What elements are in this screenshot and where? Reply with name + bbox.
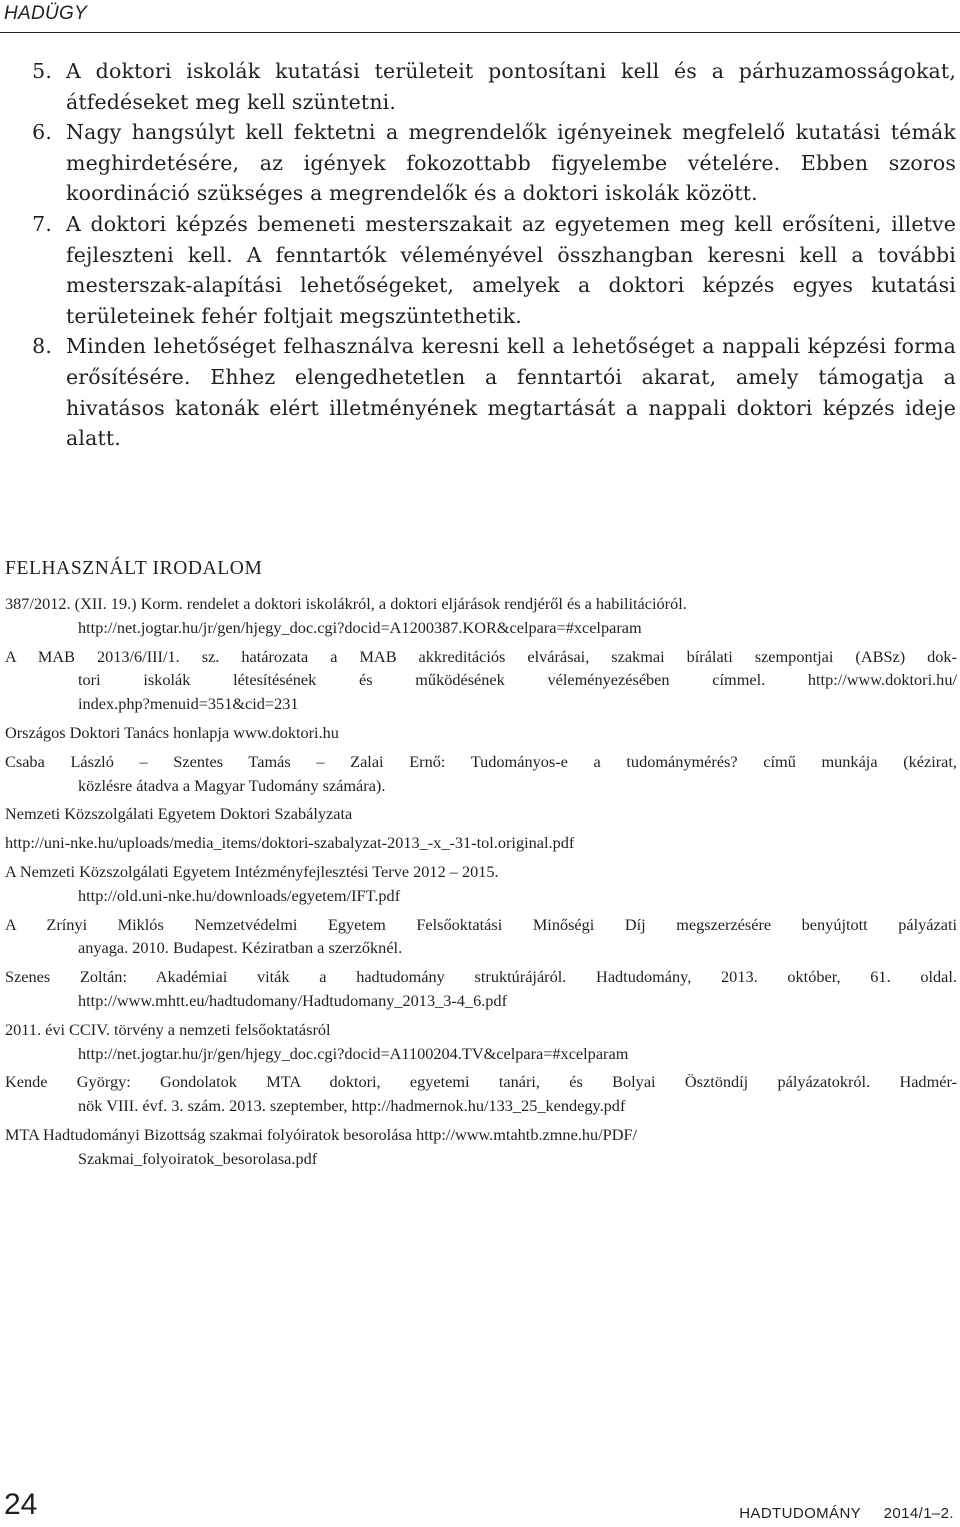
reference-line: tori iskolák létesítésének és működésének véleményezésében címmel. http://www.doktori.hu/	[78, 670, 957, 690]
reference-url[interactable]: http://www.mhtt.eu/hadtudomany/Hadtudomany_2013_3-4_6.pdf	[78, 990, 507, 1010]
list-item-text: Nagy hangsúlyt kell fektetni a megrendelők igényeinek megfelelő kutatási témák meghirdetésére, az igények fokozottabb figyelembe vételére. Ebben szoros koordináció szükséges a megrendelők és a doktori iskolák között.	[66, 120, 956, 206]
reference-url[interactable]: http://uni-nke.hu/uploads/media_items/doktori-szabalyzat-2013_-x_-31-tol.original.pdf	[5, 833, 575, 853]
references-list	[5, 592, 957, 1176]
reference-line: közlésre átadva a Magyar Tudomány számára).	[78, 775, 386, 795]
list-item-number: 5.	[32, 59, 52, 83]
reference-entry	[5, 802, 957, 826]
reference-line: 387/2012. (XII. 19.) Korm. rendelet a doktori iskolákról, a doktori eljárások rendjéről és a habilitációról.	[5, 594, 687, 613]
reference-line: Csaba László – Szentes Tamás – Zalai Ernő: Tudományos-e a tudománymérés? című munkája (kézirat,	[5, 751, 957, 771]
reference-line: Nemzeti Közszolgálati Egyetem Doktori Szabályzata	[5, 804, 353, 824]
reference-entry	[5, 750, 957, 798]
reference-entry	[5, 860, 957, 908]
references-heading: FELHASZNÁLT IRODALOM	[5, 558, 263, 579]
reference-line: A MAB 2013/6/III/1. sz. határozata a MAB akkreditációs elvárásai, szakmai bírálati szempontjai (ABSz) dok-	[5, 646, 957, 666]
list-item-text: Minden lehetőséget felhasználva keresni kell a lehetőséget a nappali képzési forma erősítésére. Ehhez elengedhetetlen a fenntartói akarat, amely támogatja a hivatásos katonák elért illetményének megtartását a nappali doktori képzés ideje alatt.	[66, 334, 956, 451]
reference-line: nök VIII. évf. 3. szám. 2013. szeptember, http://hadmernok.hu/133_25_kendegy.pdf	[78, 1096, 626, 1116]
reference-line: Országos Doktori Tanács honlapja www.doktori.hu	[5, 722, 339, 742]
reference-entry	[5, 1070, 957, 1118]
reference-entry	[5, 645, 957, 716]
reference-line: 2011. évi CCIV. törvény a nemzeti felsőoktatásról	[5, 1019, 331, 1039]
reference-url[interactable]: Szakmai_folyoiratok_besorolasa.pdf	[78, 1148, 318, 1168]
reference-line: Kende György: Gondolatok MTA doktori, egyetemi tanári, és Bolyai Ösztöndíj pályázatokról. Hadmér-	[5, 1072, 957, 1092]
list-item	[0, 209, 960, 331]
reference-line: anyaga. 2010. Budapest. Kéziratban a szerzőknél.	[78, 938, 403, 958]
reference-url[interactable]: http://net.jogtar.hu/jr/gen/hjegy_doc.cgi?docid=A1100204.TV&celpara=#xcelparam	[78, 1043, 629, 1063]
reference-url[interactable]: http://old.uni-nke.hu/downloads/egyetem/IFT.pdf	[78, 885, 401, 905]
list-item-text: A doktori képzés bemeneti mesterszakait az egyetemen meg kell erősíteni, illetve fejleszteni kell. A fenntartók véleményével összhangban keresni kell a további mesterszak-alapítási lehetőségeket, amelyek a doktori képzés egyes kutatási területeinek fehér foltjait megszüntethetik.	[66, 211, 956, 328]
reference-url[interactable]: http://net.jogtar.hu/jr/gen/hjegy_doc.cgi?docid=A1200387.KOR&celpara=#xcelparam	[78, 617, 642, 637]
reference-entry	[5, 721, 957, 745]
reference-entry	[5, 592, 957, 640]
running-header: HADÜGY	[4, 3, 88, 24]
journal-footer: HADTUDOMÁNY 2014/1–2.	[739, 1505, 954, 1522]
reference-entry	[5, 913, 957, 961]
reference-entry	[5, 1018, 957, 1066]
list-item	[0, 117, 960, 209]
page-number: 24	[4, 1488, 38, 1521]
reference-url[interactable]: index.php?menuid=351&cid=231	[78, 694, 299, 714]
reference-line: Szenes Zoltán: Akadémiai viták a hadtudomány struktúrájáról. Hadtudomány, 2013. október, 61. oldal.	[5, 967, 957, 987]
list-item	[0, 56, 960, 117]
list-item-number: 8.	[32, 334, 52, 359]
numbered-list	[0, 56, 960, 454]
list-item-text: A doktori iskolák kutatási területeit pontosítani kell és a párhuzamosságokat, átfedéseket meg kell szüntetni.	[66, 59, 956, 114]
list-item-number: 7.	[32, 211, 52, 236]
reference-entry	[5, 1123, 957, 1171]
list-item	[0, 331, 960, 453]
reference-line: A Nemzeti Közszolgálati Egyetem Intézményfejlesztési Terve 2012 – 2015.	[5, 861, 499, 881]
reference-entry	[5, 965, 957, 1013]
reference-entry	[5, 831, 957, 855]
reference-line: A Zrínyi Miklós Nemzetvédelmi Egyetem Felsőoktatási Minőségi Díj megszerzésére benyújtott pályázati	[5, 914, 957, 934]
list-item-number: 6.	[32, 120, 52, 145]
reference-line: MTA Hadtudományi Bizottság szakmai folyóiratok besorolása http://www.mtahtb.zmne.hu/PDF/	[5, 1124, 638, 1144]
header-rule	[0, 32, 960, 33]
